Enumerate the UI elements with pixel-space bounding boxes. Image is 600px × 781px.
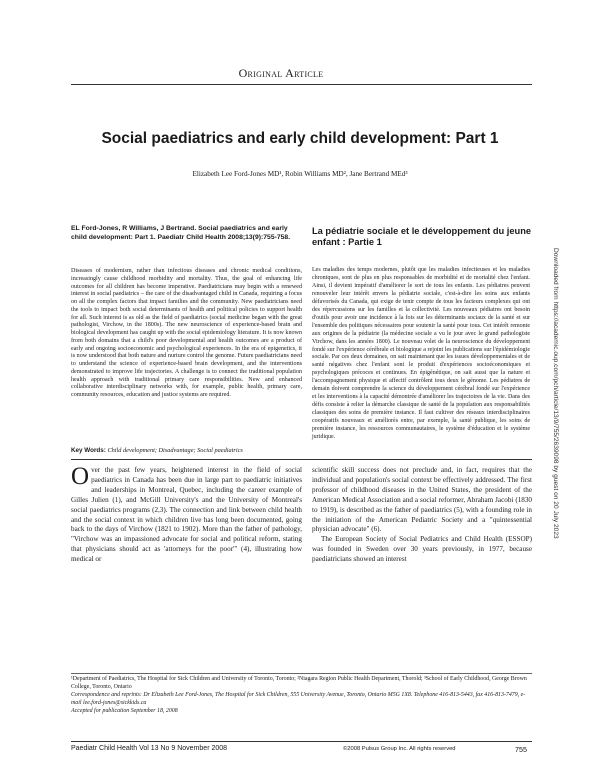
article-authors: Elizabeth Lee Ford-Jones MD¹, Robin Williams MD², Jane Bertrand MEd³ <box>192 170 408 178</box>
keywords-text: Child development; Disadvantage; Social paediatrics <box>107 447 243 454</box>
keywords-rule <box>71 459 532 460</box>
french-title: La pédiatrie sociale et le développement du jeune enfant : Partie 1 <box>312 226 532 247</box>
affiliations-footnote: ¹Department of Paediatrics, The Hospital for Sick Children and University of Toronto, Toronto; ²Niagara Region Public Health Department, Thorold; ³School of Early Childhood, George Brown College, Toronto, Ontario <box>71 676 527 690</box>
download-side-note[interactable] <box>549 248 559 588</box>
abstract-french: Les maladies des temps modernes, plutôt que les maladies infectieuses et les maladies chroniques, sont de plus en plus responsables de morbidité et de mortalité chez l'enfant. Ainsi, il devient impératif d'améliorer le sort de tous les enfants. Les pédiatres peuvent renouveler leur intérêt envers la pédiatrie sociale, c'est-à-dire les soins aux enfants défavorisés du Canada, qui exige de tenir compte de tous les facteurs complexes qui ont des répercussions sur les familles et la collectivité. Les nouveaux pédiatres ont besoin d'outils pour avoir une incidence à la fois sur les déterminants sociaux de la santé et sur l'ensemble des politiques nécessaires pour soutenir la santé pour tous. Cet intérêt remonte aux origines de la pédiatrie (la médecine sociale a vu le jour avec le grand pathologiste Virchow, dans les années 1800). Le nouveau volet de la neuroscience du développement fondé sur l'expérience cérébrale et biologique a rejoint les publications sur l'épidémiologie sociale. Par ces deux domaines, on sait maintenant que les issues développementales et de santé négatives chez l'enfant sont le produit d'expériences socioéconomiques et psychologiques précoces et continues. En épigénétique, on sait aussi que la nature et l'accompagnement physique et affectif contrôlent tous deux le génome. Les pédiatres de demain doivent comprendre la science du développement cérébral fondé sur l'expérience et les interventions à la capacité démontrée d'améliorer les trajectoires de la vie. Dans des défis consiste à relier la démarche classique de santé de la population aux responsabilités classiques des soins de première instance. Il faut cultiver des réseaux interdisciplinaires coopératifs nouveaux et améliorés entre, par exemple, la santé publique, les soins de première instance, les ressources communautaires, le système d'éducation et le système juridique. <box>312 267 530 441</box>
accepted-footnote: Accepted for publication September 18, 2008 <box>71 707 178 714</box>
journal-footer: Paediatr Child Health Vol 13 No 9 November 2008 <box>71 745 228 752</box>
keywords-line <box>71 447 371 454</box>
article-title: Social paediatrics and early child development: Part 1 <box>101 130 499 147</box>
abstract-english: Diseases of modernism, rather than infectious diseases and chronic medical conditions, increasingly cause childhood morbidity and mortality. Thus, the goal of enhancing life outcomes for all children has become imperative. Paediatricians may begin with a renewed interest in social paediatrics – the care of the disadvantaged child in Canada, requiring a focus on all the complex factors that impact families and the community. New paediatricians need the tools to impact both social determinants of health and political policies to support health for all. Such interest is as old as the field of paediatrics (social medicine began with the great pathologist, Virchow, in the 1800s). The new neuroscience of experience-based brain and biological development has caught up with the social epidemiology literature. It is now known from both domains that a child's poor developmental and health outcomes are a product of early and ongoing socioeconomic and psychological experiences. In the era of epigenetics, it is now understood that both nature and nurture control the genome. Future paediatricians need to understand the science of experience-based brain development, and the interventions demonstrated to improve life trajectories. A challenge is to connect the traditional population health approach with traditional primary care responsibilities. New and enhanced collaborative interdisciplinary networks with, for example, public health, primary care, community resources, education and justice systems are required. <box>71 268 302 398</box>
download-side-note-text[interactable]: Downloaded from https://academic.oup.com/pch/article/13/9/755/2639098 by guest on 20 July 2023 <box>552 248 559 539</box>
header-rule <box>71 84 532 85</box>
copyright-footer: ©2008 Pulsus Group Inc. All rights reserved <box>343 746 456 752</box>
keywords-label: Key Words: <box>71 447 106 454</box>
body-right-paragraph-1: scientific skill success does not preclude and, in fact, requires that the individual and population's social context be effectively addressed. The first professor of childhood diseases in the United States, the president of the American Medical Association and a social reformer, Abraham Jacobi (1830 to 1919), is described as the father of paediatrics (5), with a founding role in the initiation of the American Pediatric Society and a "quintessential physician advocate" (6). <box>312 466 532 534</box>
body-right-paragraph-2: The European Society of Social Pediatrics and Child Health (ESSOP) was founded in Sweden over 30 years previously, in 1977, because paediatricians showed an interest <box>312 535 532 564</box>
drop-cap: O <box>71 463 90 490</box>
page-number: 755 <box>515 745 527 754</box>
citation: EL Ford-Jones, R Williams, J Bertrand. Social paediatrics and early child development: Part 1. Paediatr Child Health 2008;13(9):755-758. <box>71 225 291 241</box>
section-label: Original Article <box>238 66 324 80</box>
footer-rule <box>71 741 532 742</box>
body-column-right <box>312 466 532 565</box>
footnotes <box>71 676 532 716</box>
footnote-rule <box>71 673 532 674</box>
correspondence-footnote: Correspondence and reprints: Dr Elizabeth Lee Ford-Jones, The Hospital for Sick Children, 555 University Avenue, Toronto, Ontario M5G 1X8. Telephone 416-813-5443, fax 416-813-7479, e-mail lee.ford-jones@sickkids.ca <box>71 691 526 706</box>
body-left-paragraph: ver the past few years, heightened interest in the field of social paediatrics in Canada has been due in large part to paediatric initiatives and leaderships in Montreal, Quebec, including the career example of Gilles Julien (1), and McGill University's and the University of Montreal's social paediatrics programs (2,3). The connection and link between child health and the social context in which children live has long been documented, going back to the days of Virchow (1821 to 1902). More than the father of pathology, "Virchow was an impassioned advocate for social and political reform, stating that physicians should act as 'attorneys for the poor'" (4), illustrating how medical or <box>71 466 302 564</box>
body-column-left <box>71 463 302 565</box>
